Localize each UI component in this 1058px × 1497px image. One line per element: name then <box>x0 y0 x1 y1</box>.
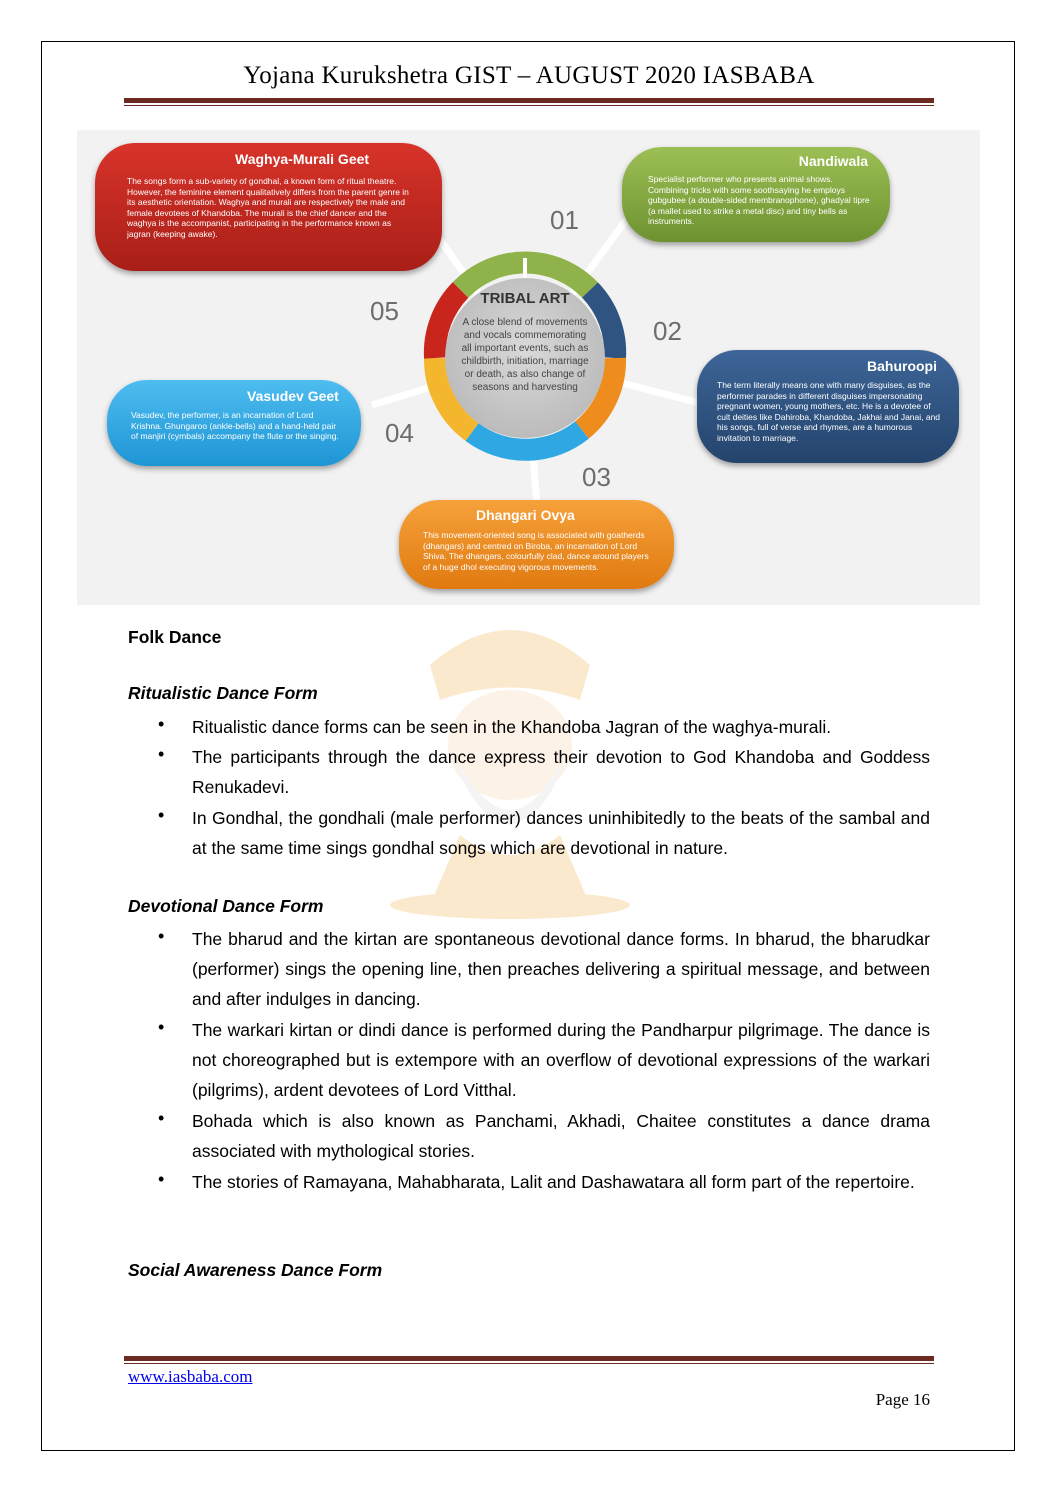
page-header-title: Yojana Kurukshetra GIST – AUGUST 2020 IASBABA <box>243 62 815 89</box>
ritualistic-bullet-1: Ritualistic dance forms can be seen in the Khandoba Jagran of the waghya-murali. <box>192 717 832 737</box>
heading-ritualistic: Ritualistic Dance Form <box>128 683 318 703</box>
ritualistic-bullet-2: The participants through the dance express their devotion to God Khandoba and Goddess Renukadevi. <box>192 747 930 797</box>
heading-social-awareness: Social Awareness Dance Form <box>128 1260 383 1280</box>
number-04: 04 <box>385 418 414 448</box>
card-nandiwala <box>622 147 890 242</box>
footer-rule-thin <box>124 1363 934 1364</box>
bullet: • <box>158 1108 165 1128</box>
bullet: • <box>158 1169 165 1189</box>
number-03: 03 <box>582 462 611 492</box>
card-body: Vasudev, the performer, is an incarnation of Lord Krishna. Ghungaroo (ankle-bells) and a hand-held pair of manjiri (cymbals) accompany the flute or the singing. <box>131 410 339 441</box>
card-title: Nandiwala <box>798 153 868 169</box>
center-circle <box>445 278 605 438</box>
bullet: • <box>158 805 165 825</box>
bullet: • <box>158 926 165 946</box>
devotional-bullet-1: The bharud and the kirtan are spontaneous devotional dance forms. In bharud, the bharudkar (performer) sings the opening line, then preaches delivering a spiritual message, and between and after indulges in dancing. <box>192 929 930 1009</box>
tribal-art-infographic <box>77 130 980 605</box>
heading-devotional: Devotional Dance Form <box>128 896 324 916</box>
card-vasudev-geet <box>107 380 361 466</box>
heading-folk-dance: Folk Dance <box>128 627 222 647</box>
devotional-bullet-3: Bohada which is also known as Panchami, Akhadi, Chaitee constitutes a dance drama associated with mythological stories. <box>192 1111 930 1161</box>
number-05: 05 <box>370 296 399 326</box>
card-dhangari-ovya <box>399 500 674 589</box>
card-waghya-murali <box>95 143 442 271</box>
card-body: The term literally means one with many disguises, as the performer parades in different disguises impersonating pregnant women, young mothers, etc. He is a devotee of cult deities like Dahiroba, Khandoba, Jakhai and Janai, and his songs, full of verse and rhymes, are a humorous invitation to marriage. <box>717 380 941 443</box>
card-body: This movement-oriented song is associated with goatherds (dhangars) and centred on Biroba, an incarnation of Lord Shiva. The dhangars, colourfully clad, dance around players of a huge dhol executing vigorous movements. <box>423 530 649 572</box>
devotional-bullet-4: The stories of Ramayana, Mahabharata, Lalit and Dashawatara all form part of the repertoire. <box>192 1172 915 1192</box>
number-01: 01 <box>550 205 579 235</box>
card-body: Specialist performer who presents animal shows. Combining tricks with some soothsaying he employs gubgubee (a double-sided membranophone), ghadyal tipre (a mallet used to strike a metal disc) and tiny bells as instruments. <box>648 174 870 226</box>
footer-website-link[interactable]: www.iasbaba.com <box>128 1367 253 1386</box>
bullet: • <box>158 744 165 764</box>
ritualistic-bullet-3: In Gondhal, the gondhali (male performer) dances uninhibitedly to the beats of the sambal and at the same time sings gondhal songs which are devotional in nature. <box>192 808 930 858</box>
page-number: Page 16 <box>875 1390 930 1409</box>
footer-rule <box>124 1356 934 1361</box>
header-rule-thin <box>124 105 934 106</box>
center-title: TRIBAL ART <box>480 290 570 307</box>
card-bahuroopi <box>697 350 959 463</box>
number-02: 02 <box>653 316 682 346</box>
bullet: • <box>158 714 165 734</box>
card-title: Vasudev Geet <box>247 388 339 404</box>
card-title: Dhangari Ovya <box>476 507 575 523</box>
center-body: A close blend of movements and vocals commemorating all important events, such as childbirth, initiation, marriage or death, as also change of seasons and harvesting <box>461 317 589 393</box>
card-title: Waghya-Murali Geet <box>235 151 370 167</box>
card-body: The songs form a sub-variety of gondhal, a known form of ritual theatre. However, the feminine element qualitatively differs from the parent genre in its aesthetic orientation. Waghya and murali are respectively the male and female devotees of Khandoba. The murali is the chief dancer and the waghya is the accompanist, participating in the performance known as jagran (keeping awake). <box>127 176 409 239</box>
devotional-bullet-2: The warkari kirtan or dindi dance is performed during the Pandharpur pilgrimage. The dance is not choreographed but is extempore with an overflow of devotional expressions of the warkari (pilgrims), ardent devotees of Lord Vitthal. <box>192 1020 930 1100</box>
bullet: • <box>158 1017 165 1037</box>
header-rule <box>124 98 934 103</box>
card-title: Bahuroopi <box>867 358 937 374</box>
